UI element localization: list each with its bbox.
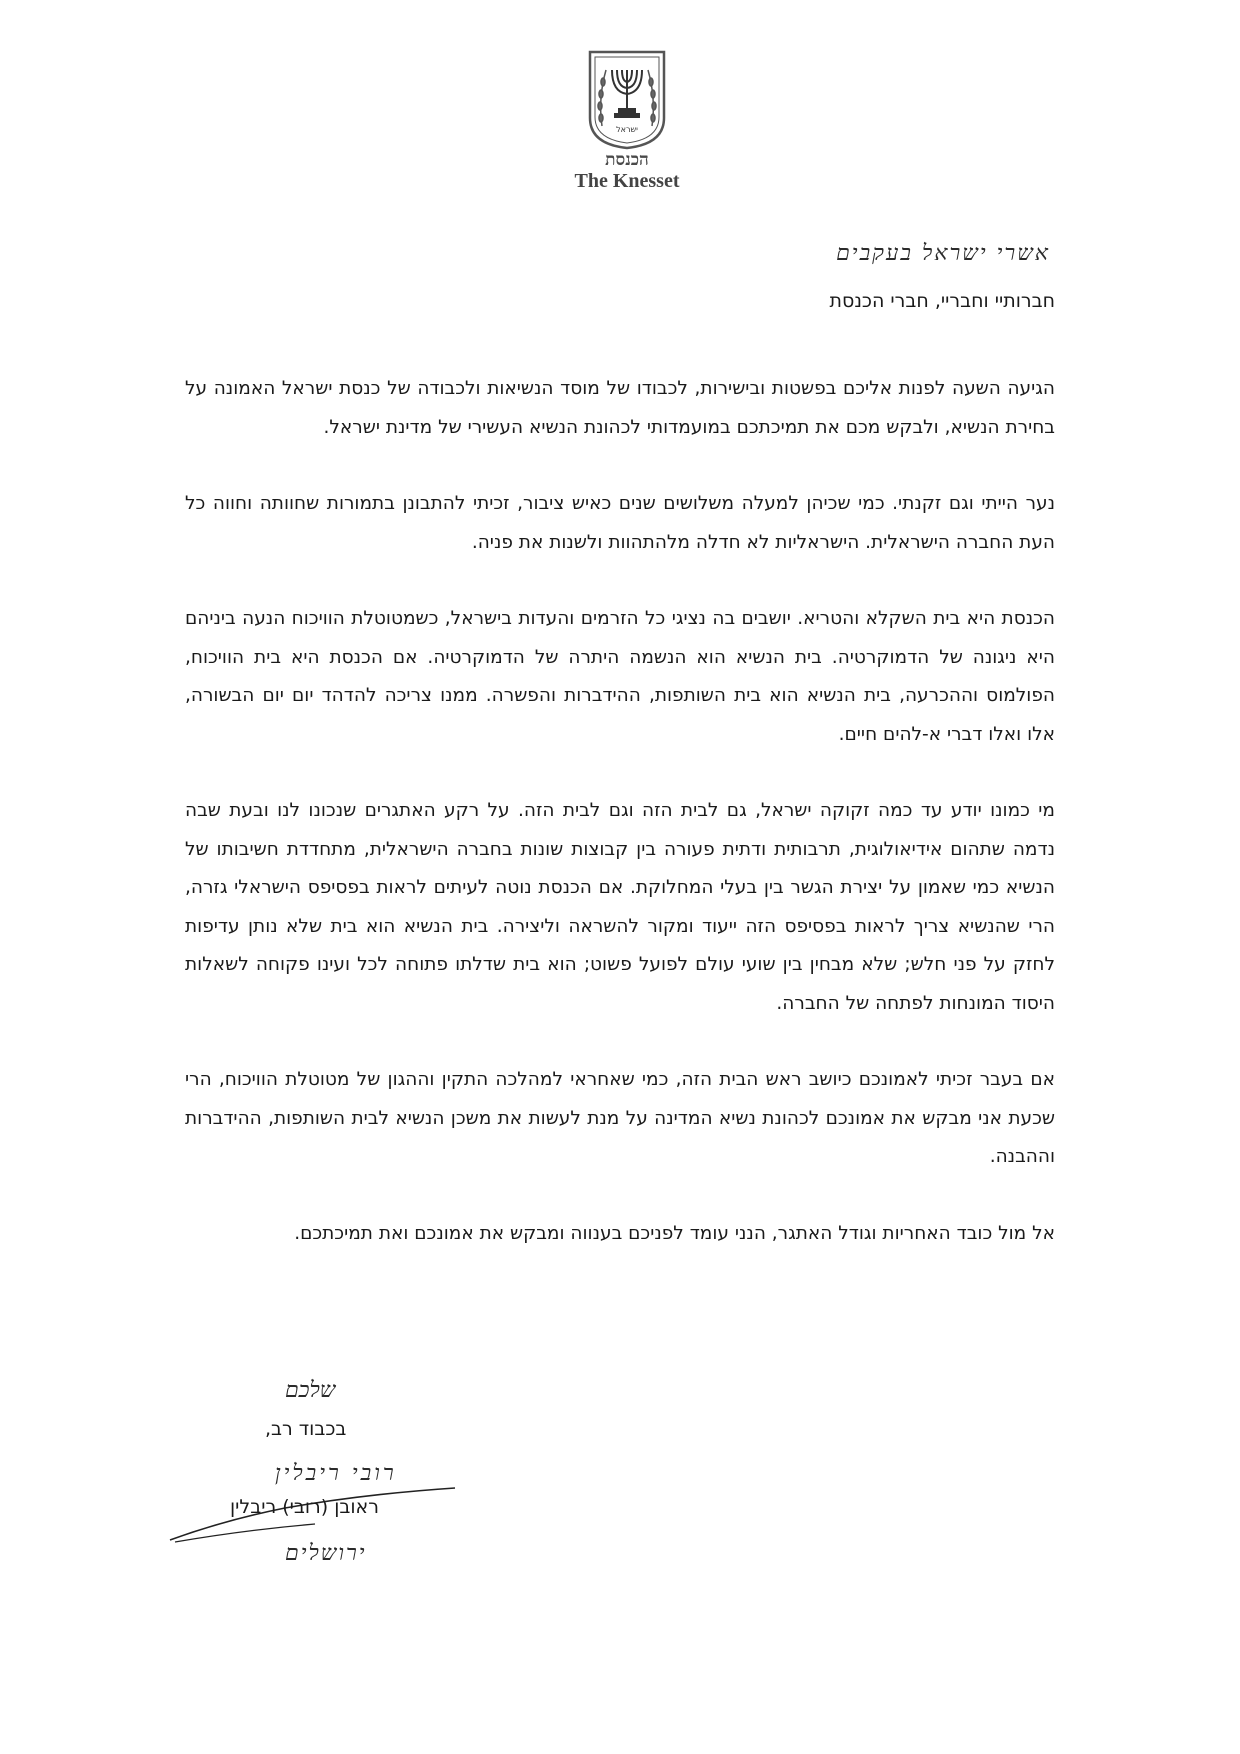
org-name-english: The Knesset	[574, 170, 680, 192]
paragraph: מי כמונו יודע עד כמה זקוקה ישראל, גם לבית הזה וגם לבית הזה. על רקע האתגרים שנכונו לנו ובעת שבה נדמה שתהום אידיאולוגית, תרבותית ודתית פעורה בין קבוצות שונות בחברה הישראלית, מתחדדת חשיבותו של הנשיא כמי שאמון על יצירת הגשר בין בעלי המחלוקת. אם הכנסת נוטה לעיתים לראות בפסיפס הישראלי גזרה, הרי שהנשיא צריך לראות בפסיפס הזה ייעוד ומקור להשראה וליצירה. בית הנשיא הוא בית שלא נותן עדיפות לחזק על פני חלש; שלא מבחין בין שועי עולם לפועל פשוט; הוא בית שדלתו פתוחה לכל ועינו פקוחה לשאלות היסוד המונחות לפתחה של החברה.	[185, 800, 1055, 1014]
paragraph: אם בעבר זכיתי לאמונכם כיושב ראש הבית הזה, כמי שאחראי למהלכה התקין וההגון של מטוטלת הוויכוח, הרי שכעת אני מבקש את אמונכם לכהונת נשיא המדינה על מנת לעשות את משכן הנשיא לבית השותפות, ההידברות וההבנה.	[185, 1069, 1055, 1167]
paragraph: הכנסת היא בית השקלא והטריא. יושבים בה נציגי כל הזרמים והעדות בישראל, כשמטוטלת הוויכוח הנעה ביניהם היא ניגונה של הדמוקרטיה. בית הנשיא הוא הנשמה היתרה של הדמוקרטיה. אם הכנסת היא בית הוויכוח, הפולמוס וההכרעה, בית הנשיא הוא בית השותפות, ההידברות והפשרה. ממנו צריכה להדהד יום יום הבשורה, אלו ואלו דברי א-להים חיים.	[185, 608, 1055, 745]
handwritten-signature: רובי ריבלין	[275, 1461, 397, 1486]
handwritten-greeting: אשרי ישראל בעקבים	[836, 241, 1050, 266]
handwritten-regards: שלכם	[285, 1378, 336, 1403]
org-name-hebrew: הכנסת	[605, 150, 649, 170]
menorah-emblem-icon	[586, 48, 668, 150]
handwritten-location: ירושלים	[285, 1541, 367, 1566]
emblem-text: ישראל	[616, 125, 638, 134]
paragraph: אל מול כובד האחריות וגודל האתגר, הנני עומד לפניכם בענווה ומבקש את אמונכם ואת תמיכתכם.	[294, 1222, 1055, 1244]
signer-name: ראובן (רובי) ריבלין	[230, 1496, 379, 1518]
salutation: חברותיי וחבריי, חברי הכנסת	[829, 290, 1055, 312]
paragraph: נער הייתי וגם זקנתי. כמי שכיהן למעלה משלושים שנים כאיש ציבור, זכיתי להתבונן בתמורות שחוותה וחווה כל העת החברה הישראלית. הישראליות לא חדלה מלהתהוות ולשנות את פניה.	[185, 493, 1055, 553]
letter-body	[185, 370, 1055, 1291]
paragraph: הגיעה השעה לפנות אליכם בפשטות ובישירות, לכבודו של מוסד הנשיאות ולכבודה של כנסת ישראל האמונה על בחירת הנשיא, ולבקש מכם את תמיכתכם במועמדותי לכהונת הנשיא העשירי של מדינת ישראל.	[185, 378, 1055, 438]
regards-line: בכבוד רב,	[265, 1418, 347, 1440]
